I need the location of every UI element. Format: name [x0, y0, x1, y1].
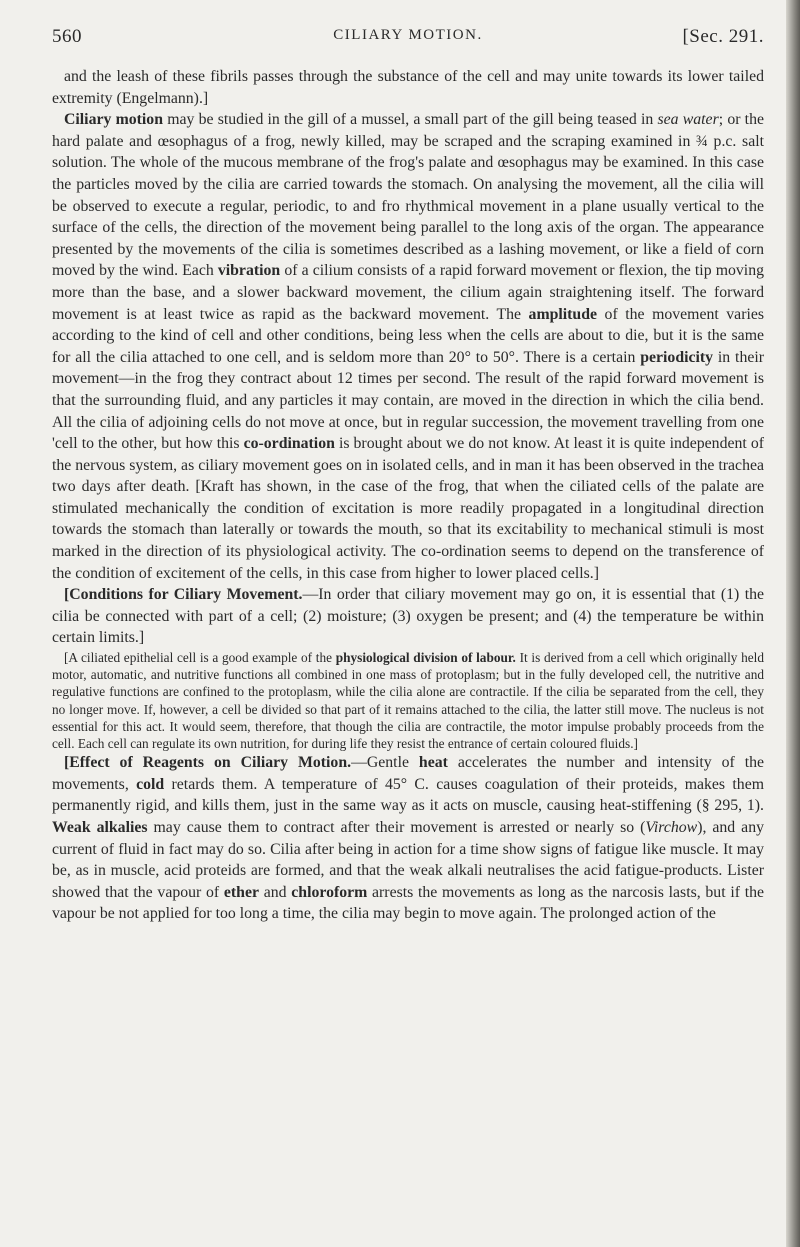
paragraph-intro-continuation: and the leash of these fibrils passes through the substance of the cell and may unite towards its lower tailed extremity (Engelmann).] — [52, 68, 764, 107]
running-header — [52, 26, 764, 56]
term-sea-water: sea water — [657, 111, 719, 129]
section-label: [Sec. 291. — [682, 26, 764, 47]
term-weak-alkalies: Weak alkalies — [52, 819, 148, 837]
heading-conditions: [Conditions for Ciliary Movement. — [64, 586, 303, 604]
page-body — [52, 66, 764, 925]
term-chloroform: chloroform — [291, 883, 368, 901]
running-title: CILIARY MOTION. — [333, 27, 483, 43]
term-cold: cold — [136, 775, 165, 793]
term-ether: ether — [223, 883, 259, 901]
paragraph-conditions: [Conditions for Ciliary Movement.—In order that ciliary movement may go on, it is essential that (1) the cilia be connected with part of a cell; (2) moisture; (3) oxygen be present; and (4) the temperature be within certain limits.] — [52, 586, 764, 647]
term-vibration: vibration — [217, 262, 281, 280]
citation-virchow: Virchow — [645, 819, 698, 837]
term-division-of-labour: physiological division of labour. — [335, 650, 516, 666]
term-ciliary-motion: Ciliary motion — [64, 111, 163, 129]
page-number: 560 — [52, 26, 82, 47]
paragraph-ciliary-motion: Ciliary motion may be studied in the gill of a mussel, a small part of the gill being teased in sea water; or the hard palate and œsophagus of a frog, newly killed, may be scraped and the scraping examined in ¾ p.c. salt solution. The whole of the mucous membrane of the frog's palate and œsophagus may be examined. In this case the particles moved by the cilia are carried towards the stomach. On analysing the movement, all the cilia will be observed to execute a regular, periodic, to and fro rhythmical movement in a plane usually vertical to the surface of the cells, the direction of the movement being parallel to the long axis of the organ. The appearance presented by the movements of the cilia is sometimes described as a lashing movement, or like a field of corn moved by the wind. Each vibration of a cilium consists of a rapid forward movement or flexion, the tip moving more than the base, and a slower backward movement, the cilium again straightening itself. The forward movement is at least twice as rapid as the backward movement. The amplitude of the movement varies according to the kind of cell and other conditions, being less when the cells are about to die, but it is the same for all the cilia attached to one cell, and is seldom more than 20° to 50°. There is a certain periodicity in their movement—in the frog they contract about 12 times per second. The result of the rapid forward movement is that the surrounding fluid, and any particles it may contain, are moved in the direction in which the cilia bend. All the cilia of adjoining cells do not move at once, but in regular succession, the movement travelling from one 'cell to the other, but how this co-ordination is brought about we do not know. At least it is quite independent of the nervous system, as ciliary movement goes on in isolated cells, and in man it has been observed in the trachea two days after death. [Kraft has shown, in the case of the frog, that when the ciliated cells of the palate are stimulated mechanically the condition of excitation is more readily propagated in a longitudinal direction towards the stomach than laterally or towards the mouth, so that its excitability to mechanical stimuli is most marked in the direction of its physiological activity. The co-ordination seems to depend on the transference of the condition of excitement of the cells, in this case from higher to lower placed cells.] — [52, 111, 765, 582]
term-periodicity: periodicity — [640, 348, 714, 366]
term-heat: heat — [418, 754, 448, 772]
paragraph-reagents: [Effect of Reagents on Ciliary Motion.—Gentle heat accelerates the number and intensity of the movements, cold retards them. A temperature of 45° C. causes coagulation of their proteids, makes them permanently rigid, and kills them, just in the same way as it acts on muscle, causing heat-stiffening (§ 295, 1). Weak alkalies may cause them to contract after their movement is arrested or nearly so (Virchow), and any current of fluid in fact may do so. Cilia after being in action for a time show signs of fatigue like muscle. It may be, as in muscle, acid proteids are formed, and that the weak alkali neutralises the acid fatigue-products. Lister showed that the vapour of ether and chloroform arrests the movements as long as the narcosis lasts, but if the vapour be not applied for too long a time, the cilia may begin to move again. The prolonged action of the — [52, 754, 764, 923]
term-co-ordination: co-ordination — [243, 435, 335, 453]
term-amplitude: amplitude — [528, 305, 598, 323]
heading-reagents: [Effect of Reagents on Ciliary Motion. — [64, 754, 352, 772]
page-edge-shadow — [786, 0, 800, 1247]
paragraph-division-of-labour: [A ciliated epithelial cell is a good example of the physiological division of labour. It is derived from a cell which originally held motor, automatic, and nutritive functions all combined in one mass of protoplasm; but in the fully developed cell, the nutritive and regulative functions are confined to the protoplasm, while the cilia alone are contractile. If the cilia be separated from the cell, they no longer move. If, however, a cell be divided so that part of it remains attached to the cilia, the latter still move. The nucleus is not essential for this act. It would seem, therefore, that though the cilia are contractile, the motor impulse probably proceeds from the cell. Each cell can regulate its own nutrition, for during life they resist the entrance of certain coloured fluids.] — [52, 650, 764, 752]
